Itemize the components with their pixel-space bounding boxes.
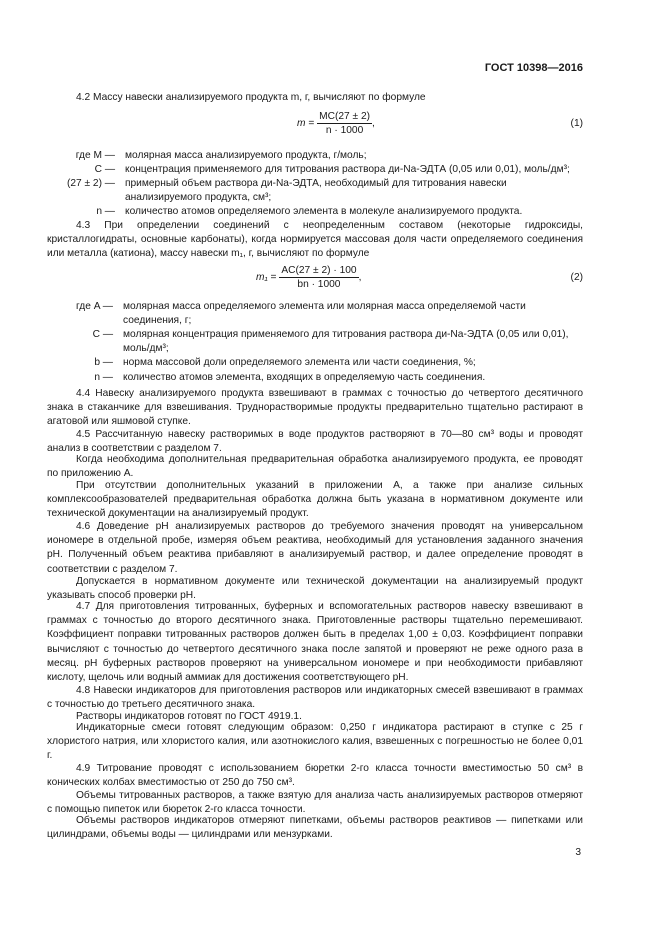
formula-2-lhs: m₁ — [256, 272, 268, 284]
formula-2-tail: , — [358, 272, 362, 284]
formula-2-numerator: AC(27 ± 2) · 100 — [281, 265, 357, 276]
formula-1-numerator: MC(27 ± 2) — [319, 111, 371, 122]
formula-1-fraction — [317, 111, 372, 136]
where1-desc: молярная масса анализируемого продукта, г/моль; — [125, 150, 367, 161]
formula-1 — [297, 111, 375, 136]
paragraph-ph-check: Допускается в нормативном документе или технической документации на анализируемый продукт указывать способ проверки рН. — [47, 576, 583, 602]
paragraph-pretreatment: Когда необходима дополнительная предварительная обработка анализируемого продукта, ее проводят по приложению А. — [47, 454, 583, 480]
where1-item-0 — [47, 149, 583, 163]
where2-term: n — — [94, 372, 113, 383]
paragraph-4-7: 4.7 Для приготовления титрованных, буферных и вспомогательных растворов навеску взвешивают в граммах с точностью до второго десятичного знака. Приготовленные растворы тщательно перемешивают. Коэффициент поправки титрованных растворов должен быть в пределах 1,00 ± 0,03. Коэффициент поправки вычисляют с точностью до четвертого десятичного знака после запятой и проверяют не реже одного раза в месяц. рН буферных растворов проверяют на универсальном иономере и при необходимости прибавляют кислоту, щелочь или водный аммиак для достижения соответствующего рН. — [47, 601, 583, 684]
where1-term: где M — — [75, 150, 115, 161]
paragraph-4-9: 4.9 Титрование проводят с использованием бюретки 2-го класса точности вместимостью 50 см³ в конических колбах вместимостью от 250 до 750 см³. — [47, 763, 583, 789]
paragraph-measuring: Объемы растворов индикаторов отмеряют пипетками, объемы растворов реактивов — пипетками или цилиндрами, объемы воды — цилиндрами или мензурками. — [47, 815, 583, 841]
formula-2-eq: = — [267, 272, 280, 284]
paragraph-4-6: 4.6 Доведение рН анализируемых растворов до требуемого значения проводят на универсальном иономере в отдельной пробе, измеряя объем реактива, необходимый для установления заданного значения рН. Полученный объем реактива прибавляют в анализируемый раствор, и далее определение проводят в соответствии с разделом 7. — [47, 521, 583, 575]
where2-item-0 — [47, 300, 583, 328]
formula-2 — [256, 265, 361, 290]
where1-item-3 — [47, 205, 583, 219]
where2-desc: молярная концентрация применяемого для титрования раствора ди-Na-ЭДТА (0,05 или 0,01), моль/дм³; — [123, 329, 569, 355]
where1-term: n — — [96, 206, 115, 217]
paragraph-complexing: При отсутствии дополнительных указаний в приложении А, а также при анализе сильных комплексообразователей предварительная обработка должна быть указана в нормативном документе или технической документации на анализируемый продукт. — [47, 480, 583, 520]
page-number: 3 — [575, 847, 581, 858]
where2-term: C — — [92, 329, 113, 340]
where1-desc: примерный объем раствора ди-Na-ЭДТА, необходимый для титрования навески анализируемого продукта, см³; — [125, 178, 507, 204]
paragraph-4-4: 4.4 Навеску анализируемого продукта взвешивают в граммах с точностью до четвертого десятичного знака в стаканчике для взвешивания. Труднорастворимые продукты предварительно тщательно растирают в агатовой или яшмовой ступке. — [47, 388, 583, 428]
paragraph-4-8: 4.8 Навески индикаторов для приготовления растворов или индикаторных смесей взвешивают в граммах с точностью до третьего десятичного знака. — [47, 685, 583, 711]
paragraph-indicator-mix: Индикаторные смеси готовят следующим образом: 0,250 г индикатора растирают в ступке с 25 г хлористого натрия, или хлористого калия, или азотнокислого калия, взвешенных с погрешностью не более 0,01 г. — [47, 722, 583, 762]
where1-desc: количество атомов определяемого элемента в молекуле анализируемого продукта. — [125, 206, 523, 217]
where2-term: где A — — [76, 301, 113, 312]
where2-item-3 — [47, 371, 583, 385]
where2-term: b — — [94, 357, 113, 368]
section-4-3: 4.3 При определении соединений с неопределенным составом (некоторые гидроксиды, кристаллогидраты, основные карбонаты), когда нормируется массовая доля части определяемого соединения или металла (катиона), массу навески m₁, г, вычисляют по формуле — [47, 220, 583, 260]
where2-item-1 — [47, 328, 583, 356]
section-4-2: 4.2 Массу навески анализируемого продукта m, г, вычисляют по формуле — [76, 92, 426, 103]
paragraph-gost-4919: Растворы индикаторов готовят по ГОСТ 4919.1. — [76, 711, 302, 722]
where1-item-1 — [47, 163, 583, 177]
formula-1-lhs: m — [297, 118, 306, 130]
formula-1-tail: , — [372, 118, 375, 130]
where1-desc: концентрация применяемого для титрования раствора ди-Na-ЭДТА (0,05 или 0,01), моль/дм³; — [125, 164, 570, 175]
standard-header: ГОСТ 10398—2016 — [484, 62, 583, 74]
paragraph-volumes: Объемы титрованных растворов, а также взятую для анализа часть анализируемых растворов отмеряют с помощью пипеток или бюреток 2-го класса точности. — [47, 790, 583, 816]
formula-2-number: (2) — [570, 272, 583, 283]
paragraph-4-5: 4.5 Рассчитанную навеску растворимых в воде продуктов растворяют в 70—80 см³ воды и проводят анализ в соответствии с разделом 7. — [47, 429, 583, 455]
formula-2-denominator: bn · 1000 — [297, 279, 341, 290]
where1-term: (27 ± 2) — — [66, 178, 115, 189]
formula-1-eq: = — [305, 118, 318, 130]
formula-2-fraction — [279, 265, 358, 290]
where2-desc: молярная масса определяемого элемента или молярная масса определяемой части соединения, г; — [123, 301, 526, 327]
where1-term: C — — [94, 164, 115, 175]
where2-desc: количество атомов элемента, входящих в определяемую часть соединения. — [123, 372, 486, 383]
where2-item-2 — [47, 356, 583, 370]
where1-item-2 — [47, 177, 583, 205]
where2-desc: норма массовой доли определяемого элемента или части соединения, %; — [123, 357, 476, 368]
formula-1-number: (1) — [570, 118, 583, 129]
formula-1-denominator: n · 1000 — [325, 125, 364, 136]
